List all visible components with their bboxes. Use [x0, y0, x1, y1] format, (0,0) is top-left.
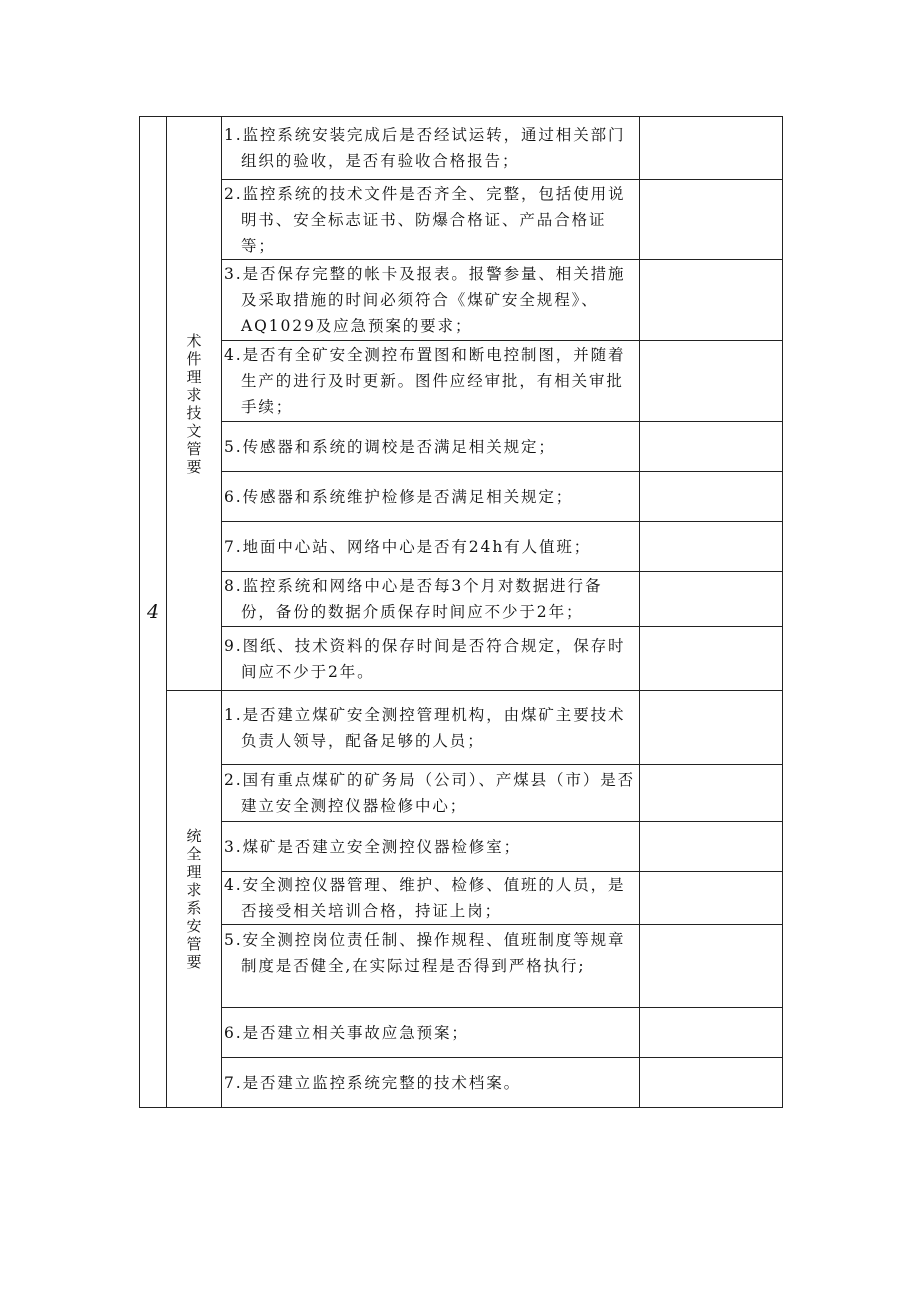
result-cell[interactable]: [640, 522, 783, 572]
check-item: 7.地面中心站、网络中心是否有24h有人值班；: [222, 522, 640, 572]
check-item: 3.煤矿是否建立安全测控仪器检修室；: [222, 822, 640, 872]
result-cell[interactable]: [640, 925, 783, 1008]
check-item: 4.是否有全矿安全测控布置图和断电控制图，并随着生产的进行及时更新。图件应经审批，有相关审批手续；: [222, 341, 640, 422]
result-cell[interactable]: [640, 117, 783, 180]
table-row: [140, 341, 783, 422]
result-cell[interactable]: [640, 1008, 783, 1058]
check-item: 1.监控系统安装完成后是否经试运转，通过相关部门组织的验收，是否有验收合格报告；: [222, 117, 640, 180]
category-label: 统全理求系安管要: [186, 827, 202, 971]
result-cell[interactable]: [640, 572, 783, 627]
table-row: [140, 472, 783, 522]
table-row: [140, 627, 783, 691]
table-row: [140, 765, 783, 822]
table-row: [140, 422, 783, 472]
table-row: [140, 522, 783, 572]
table-row: [140, 1058, 783, 1108]
check-item: 5.安全测控岗位责任制、操作规程、值班制度等规章制度是否健全,在实际过程是否得到严格执行;: [222, 925, 640, 1008]
category-tech-docs: [167, 117, 222, 691]
check-item: 4.安全测控仪器管理、维护、检修、值班的人员，是否接受相关培训合格，持证上岗；: [222, 872, 640, 925]
table-row: [140, 572, 783, 627]
result-cell[interactable]: [640, 822, 783, 872]
result-cell[interactable]: [640, 765, 783, 822]
check-item: 8.监控系统和网络中心是否每3个月对数据进行备份，备份的数据介质保存时间应不少于2年；: [222, 572, 640, 627]
result-cell[interactable]: [640, 260, 783, 341]
table-row: [140, 822, 783, 872]
result-cell[interactable]: [640, 627, 783, 691]
result-cell[interactable]: [640, 872, 783, 925]
result-cell[interactable]: [640, 422, 783, 472]
category-label: 术件理求技文管要: [186, 331, 202, 476]
table-row: [140, 180, 783, 260]
check-item: 3.是否保存完整的帐卡及报表。报警参量、相关措施及采取措施的时间必须符合《煤矿安全规程》、AQ1029及应急预案的要求；: [222, 260, 640, 341]
table-row: [140, 925, 783, 1008]
result-cell[interactable]: [640, 691, 783, 765]
check-item: 6.是否建立相关事故应急预案；: [222, 1008, 640, 1058]
check-item: 9.图纸、技术资料的保存时间是否符合规定，保存时间应不少于2年。: [222, 627, 640, 691]
result-cell[interactable]: [640, 341, 783, 422]
result-cell[interactable]: [640, 1058, 783, 1108]
check-item: 7.是否建立监控系统完整的技术档案。: [222, 1058, 640, 1108]
result-cell[interactable]: [640, 472, 783, 522]
table-row: [140, 117, 783, 180]
table-row: [140, 872, 783, 925]
table-row: [140, 691, 783, 765]
result-cell[interactable]: [640, 180, 783, 260]
check-item: 2.国有重点煤矿的矿务局（公司）、产煤县（市）是否建立安全测控仪器检修中心；: [222, 765, 640, 822]
table-row: [140, 1008, 783, 1058]
check-item: 5.传感器和系统的调校是否满足相关规定；: [222, 422, 640, 472]
check-item: 6.传感器和系统维护检修是否满足相关规定；: [222, 472, 640, 522]
check-item: 2.监控系统的技术文件是否齐全、完整，包括使用说明书、安全标志证书、防爆合格证、产品合格证等；: [222, 180, 640, 260]
section-number: 4: [140, 117, 167, 1108]
category-system-safety: [167, 691, 222, 1108]
table-row: [140, 260, 783, 341]
check-item: 1.是否建立煤矿安全测控管理机构，由煤矿主要技术负责人领导，配备足够的人员；: [222, 691, 640, 765]
inspection-table: [139, 116, 783, 1108]
